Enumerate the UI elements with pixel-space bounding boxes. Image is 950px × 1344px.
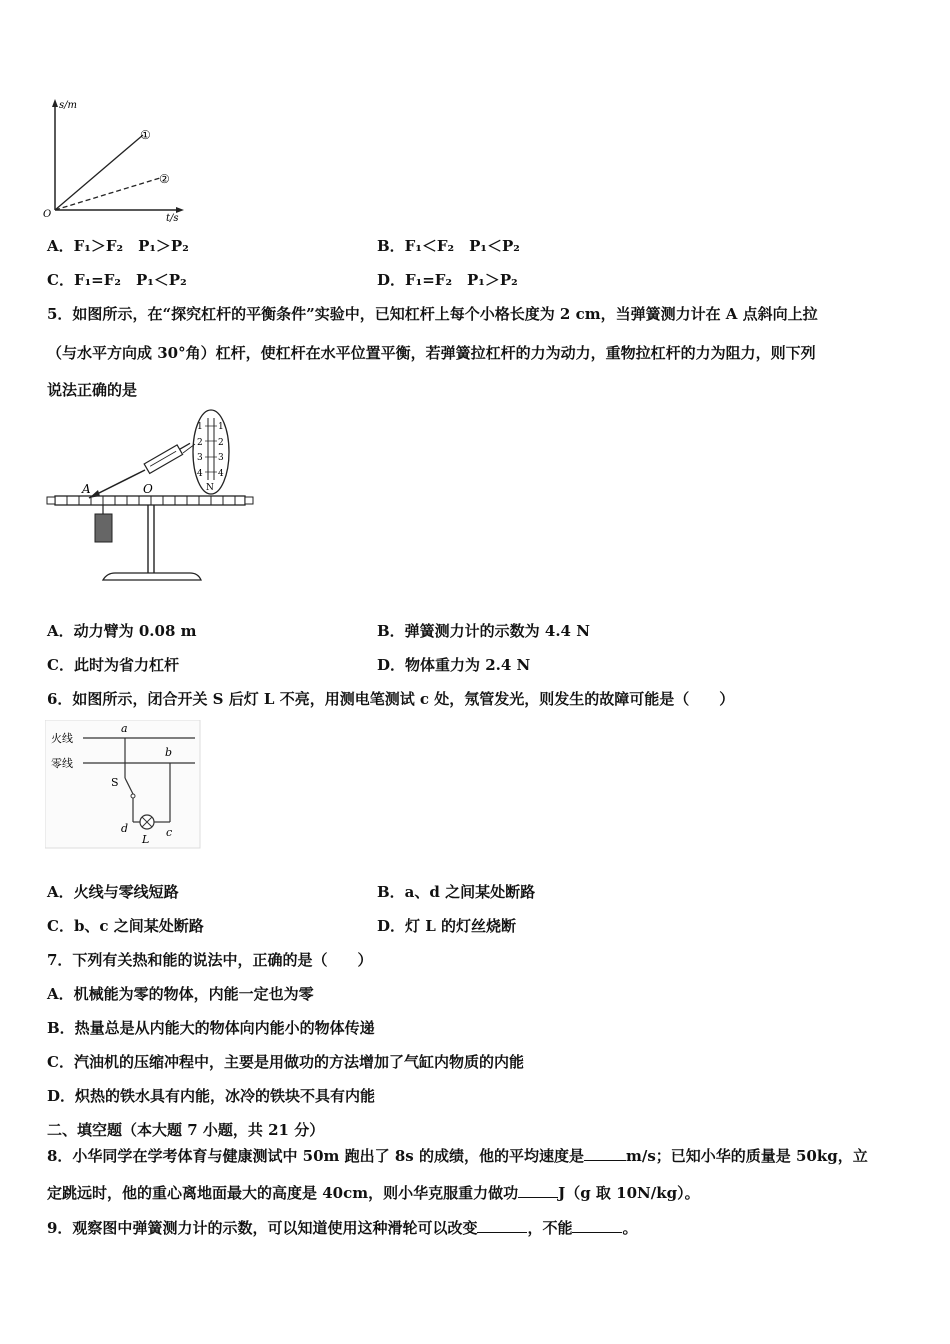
point-d: d bbox=[121, 822, 129, 835]
scale-left-3: 3 bbox=[197, 453, 203, 463]
q5-stem-line3: 说法正确的是 bbox=[47, 381, 138, 399]
lever-point-o: O bbox=[143, 482, 153, 496]
section2-title: 二、填空题（本大题 7 小题，共 21 分） bbox=[47, 1121, 325, 1139]
scale-unit: N bbox=[206, 483, 214, 493]
scale-right-3: 3 bbox=[218, 453, 224, 463]
q5-stem-line2: （与水平方向成 30°角）杠杆，使杠杆在水平位置平衡，若弹簧拉杠杆的力为动力，重物拉杠杆的力为阻力，则下列 bbox=[47, 344, 816, 362]
q5-option-c: C．此时为省力杠杆 bbox=[47, 656, 179, 674]
q7-stem: 7．下列有关热和能的说法中，正确的是（ ） bbox=[47, 951, 373, 969]
q8-blank-work[interactable] bbox=[518, 1183, 558, 1198]
q9-text-part3: 。 bbox=[622, 1219, 638, 1237]
q7-option-b: B．热量总是从内能大的物体向内能小的物体传递 bbox=[47, 1019, 375, 1037]
q6-stem: 6．如图所示，闭合开关 S 后灯 L 不亮，用测电笔测试 c 处，氖管发光，则发生的故障可能是（ ） bbox=[47, 690, 735, 708]
q7-option-a: A．机械能为零的物体，内能一定也为零 bbox=[47, 985, 314, 1003]
q8-text-part3: 定跳远时，他的重心离地面最大的高度是 40cm，则小华克服重力做功 bbox=[47, 1184, 519, 1202]
live-wire-label: 火线 bbox=[51, 732, 73, 745]
q6-circuit-figure bbox=[45, 720, 205, 850]
q8-blank-speed[interactable] bbox=[584, 1146, 626, 1161]
q4-option-c: C．F₁=F₂ P₁＜P₂ bbox=[47, 271, 187, 289]
scale-right-2: 2 bbox=[218, 438, 224, 448]
q5-option-b: B．弹簧测力计的示数为 4.4 N bbox=[377, 622, 590, 640]
q9-blank-1[interactable] bbox=[477, 1218, 527, 1233]
point-a: a bbox=[121, 722, 128, 735]
q8-text-part4: J（g 取 10N/kg）。 bbox=[558, 1184, 700, 1202]
scale-left-1: 1 bbox=[197, 422, 203, 432]
q7-option-d: D．炽热的铁水具有内能，冰冷的铁块不具有内能 bbox=[47, 1087, 376, 1105]
q5-option-a: A．动力臂为 0.08 m bbox=[47, 622, 197, 640]
scale-right-4: 4 bbox=[218, 469, 224, 479]
q6-option-d: D．灯 L 的灯丝烧断 bbox=[377, 917, 516, 935]
q4-option-a: A．F₁＞F₂ P₁＞P₂ bbox=[47, 237, 189, 255]
scale-left-4: 4 bbox=[197, 469, 203, 479]
q5-stem-line1: 5．如图所示，在“探究杠杆的平衡条件”实验中，已知杠杆上每个小格长度为 2 cm，当弹簧测力计在 A 点斜向上拉 bbox=[47, 305, 818, 323]
graph-x-label: t/s bbox=[166, 213, 179, 224]
graph-line2-label: ② bbox=[159, 172, 170, 186]
q8-line2 bbox=[47, 1183, 700, 1203]
graph-origin: O bbox=[43, 209, 52, 220]
q8-text-part2: m/s；已知小华的质量是 50kg，立 bbox=[625, 1147, 868, 1165]
q8-text-part1: 8．小华同学在学考体育与健康测试中 50m 跑出了 8s 的成绩，他的平均速度是 bbox=[47, 1147, 584, 1165]
scale-right-1: 1 bbox=[218, 422, 224, 432]
point-c: c bbox=[166, 826, 173, 839]
graph-line1-label: ① bbox=[140, 128, 151, 142]
q8-line1 bbox=[47, 1146, 868, 1166]
q4-option-d: D．F₁=F₂ P₁＞P₂ bbox=[377, 271, 518, 289]
point-b: b bbox=[165, 746, 173, 759]
neutral-wire-label: 零线 bbox=[51, 757, 73, 770]
q9-text-part1: 9．观察图中弹簧测力计的示数，可以知道使用这种滑轮可以改变 bbox=[47, 1219, 478, 1237]
q4-distance-time-graph bbox=[40, 95, 190, 225]
scale-left-2: 2 bbox=[197, 438, 203, 448]
q9-blank-2[interactable] bbox=[572, 1218, 622, 1233]
q6-option-a: A．火线与零线短路 bbox=[47, 883, 179, 901]
q9-line bbox=[47, 1218, 637, 1238]
lever-point-a: A bbox=[82, 482, 91, 496]
lamp-l: L bbox=[142, 833, 150, 846]
q6-option-c: C．b、c 之间某处断路 bbox=[47, 917, 204, 935]
q7-option-c: C．汽油机的压缩冲程中，主要是用做功的方法增加了气缸内物质的内能 bbox=[47, 1053, 524, 1071]
q5-option-d: D．物体重力为 2.4 N bbox=[377, 656, 531, 674]
q4-option-b: B．F₁＜F₂ P₁＜P₂ bbox=[377, 237, 520, 255]
switch-s: S bbox=[111, 776, 119, 789]
q6-option-b: B．a、d 之间某处断路 bbox=[377, 883, 536, 901]
q9-text-part2: ，不能 bbox=[527, 1219, 573, 1237]
q5-lever-figure bbox=[45, 408, 260, 588]
graph-y-label: s/m bbox=[59, 100, 77, 111]
